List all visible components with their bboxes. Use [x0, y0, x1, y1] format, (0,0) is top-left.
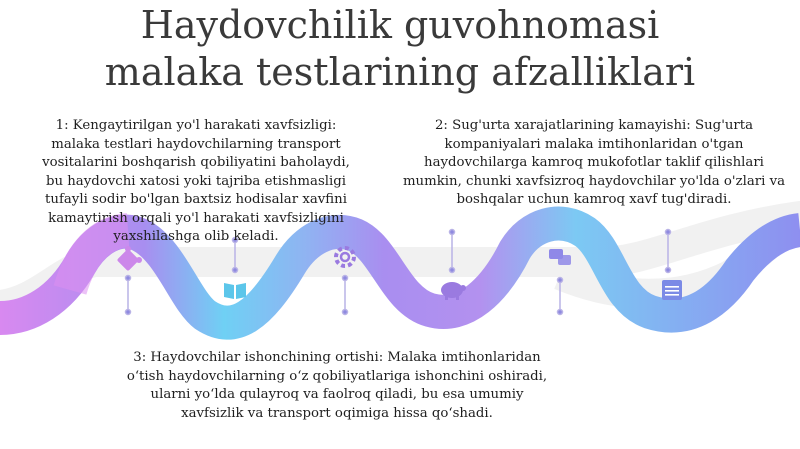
point-1-text: 1: Kengaytirilgan yo'l harakati xavfsizligi: malaka testlari haydovchilarning transport vositalarini boshqarish qobiliyatini baholaydi, bu haydovchi xatosi yoki tajriba etishmasligi tufayli sodir bo'lgan baxtsiz hodisalar xavfini kamaytirish orqali yo'l harakati xavfsizligini yaxshilashga olib keladi. — [42, 118, 350, 244]
point-2-text: 2: Sug'urta xarajatlarining kamayishi: Sug'urta kompaniyalari malaka imtihonlaridan o'tgan haydovchilarga kamroq mukofotlar taklif qilishlari mumkin, chunki xavfsizroq haydovchilar yo'lda o'zlari va boshqalar uchun kamroq xavf tug'diradi. — [402, 118, 786, 207]
book-icon — [224, 283, 246, 299]
page-title — [0, 2, 800, 96]
point-3-text: 3: Haydovchilar ishonchining ortishi: Malaka imtihonlaridan o‘tish haydovchilarning o‘z qobiliyatlariga ishonchini oshiradi, ularni yo‘lda qulayroq va faolroq qiladi, bu esa umumiy xavfsizlik va transport oqimiga hissa qo‘shadi. — [126, 350, 548, 421]
calendar-icon — [662, 280, 682, 300]
title-line-1: Haydovchilik guvohnomasi — [140, 3, 660, 47]
title-line-2: malaka testlarining afzalliklari — [104, 50, 696, 94]
